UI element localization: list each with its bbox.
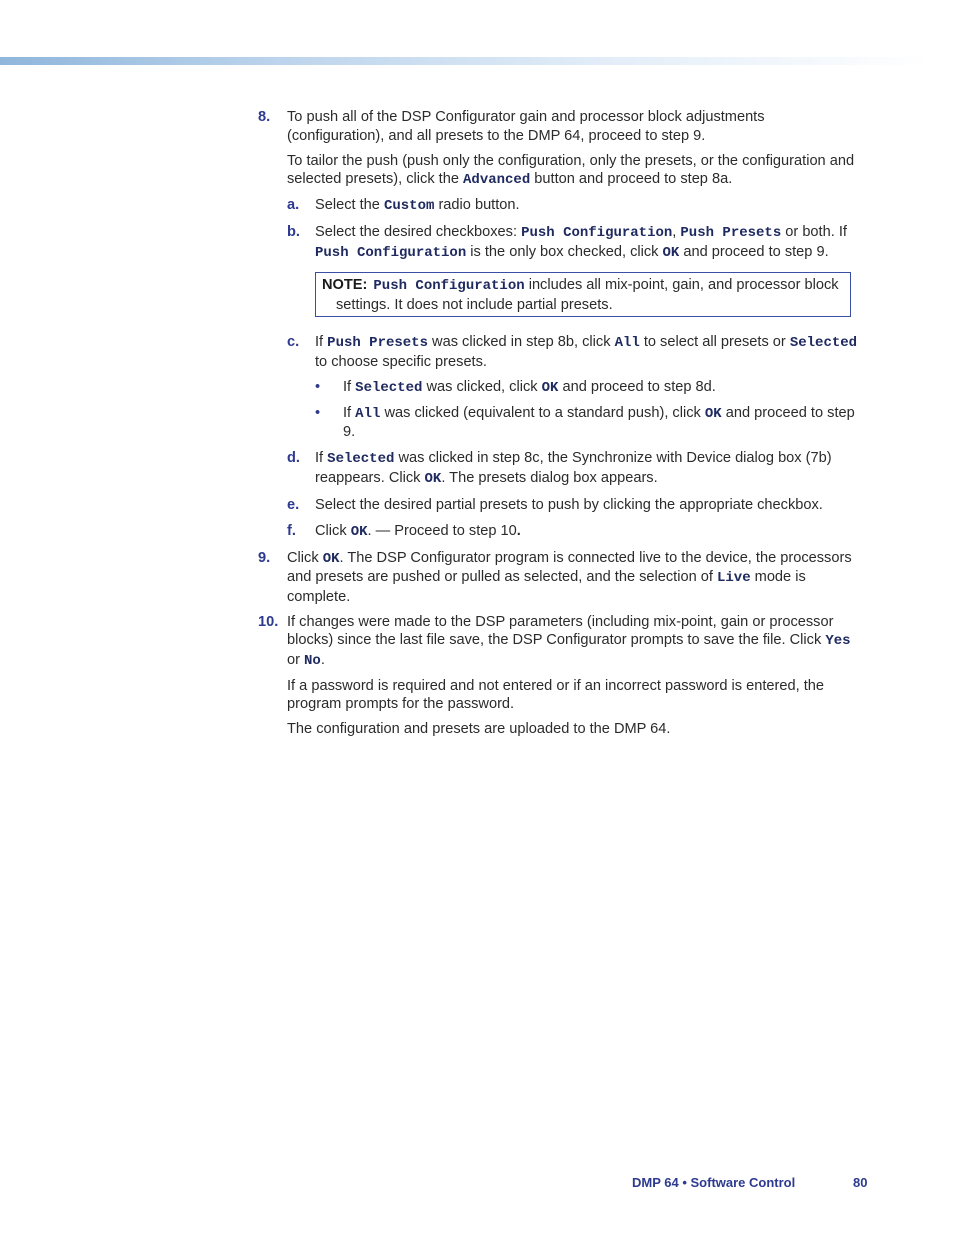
footer-title: DMP 64 • Software Control [632,1175,796,1190]
inline-code: Advanced [463,172,531,188]
bullet-list [315,378,858,442]
step-paragraph: The configuration and presets are uploaded to the DMP 64. [287,721,671,737]
inline-code: OK [322,550,340,567]
inline-code: Selected [327,451,395,467]
inline-code: All [355,405,381,422]
inline-code: Push Presets [680,225,782,241]
inline-code: Yes [825,633,851,649]
inline-code: Push Presets [327,335,428,351]
step-paragraph: If a password is required and not entered or if an incorrect password is entered, the program prompts for the password. [287,677,825,712]
inline-code: All [614,335,640,351]
sub-step: f. Click OK. — Proceed to step 10. [287,522,521,540]
page-number: 80 [853,1175,868,1190]
note-box [315,272,851,317]
bold-text: . [516,522,521,539]
inline-code: Push Configuration [373,278,525,294]
step-paragraph: To push all of the DSP Configurator gain and processor block adjustments (configuration), and all presets to the DMP 64, proceed to step 9. [287,109,765,144]
sub-step-letter: f. [287,522,296,539]
sub-step: c. If Push Presets was clicked in step 8b, click All to select all presets or Selected to choose specific presets. • If Selected was clicked, click OK and proceed to step 8d. • If All was clicked (equivalent to a standard push), click OK and proceed to step 9. [287,334,858,440]
instructions-content [258,108,858,745]
inline-code: Selected [355,379,423,396]
bullet-icon: • [315,404,321,421]
inline-code: Custom [383,198,435,214]
sub-step-letter: b. [287,224,300,240]
step-item [258,613,858,739]
inline-code: Selected [789,335,858,351]
sub-step-letter: d. [287,450,300,466]
bullet-icon: • [315,378,321,395]
step-paragraph: To tailor the push (push only the configuration, only the presets, or the configuration and selected presets), click the Advanced button and proceed to step 8a. [287,152,855,188]
bullet-item: • If All was clicked (equivalent to a standard push), click OK and proceed to step 9. [315,404,855,440]
inline-code: Push Configuration [315,244,467,261]
sub-step-letter: a. [287,197,300,213]
sub-step: b. Select the desired checkboxes: Push Configuration, Push Presets or both. If Push Configuration is the only box checked, click OK and proceed to step 9. NOTE: Push Configuration includes all mix-point, gain, and processor block settings. It does not include partial presets. [287,223,858,317]
step-paragraph: If changes were made to the DSP parameters (including mix-point, gain or processor blocks) since the last file save, the DSP Configurator prompts to save the file. Click Yes or No. [287,613,851,669]
inline-code: OK [424,470,442,487]
inline-code: OK [662,244,680,261]
note-text: NOTE: Push Configuration includes all mix-point, gain, and processor block settings. It does not include partial presets. [322,277,839,313]
inline-code: Push Configuration [521,225,673,241]
sub-step: d. If Selected was clicked in step 8c, the Synchronize with Device dialog box (7b) reappears. Click OK. The presets dialog box appears. [287,450,832,487]
sub-step-letter: c. [287,334,300,350]
inline-code: OK [704,405,722,422]
step-number: 9. [258,549,271,566]
sub-step-letter: e. [287,496,300,513]
inline-code: Live [717,570,751,586]
step-item [258,108,858,541]
step-paragraph: Click OK. The DSP Configurator program is connected live to the device, the processors and presets are pushed or pulled as selected, and the selection of Live mode is complete. [287,549,852,605]
step-number: 10. [258,613,279,630]
step-number: 8. [258,109,271,125]
sub-step: a. Select the Custom radio button. [287,197,520,214]
bullet-item: • If Selected was clicked, click OK and proceed to step 8d. [315,378,716,396]
step-item [258,549,858,607]
inline-code: OK [350,523,368,540]
note-label: NOTE: [322,277,368,293]
sub-step: e. Select the desired partial presets to push by clicking the appropriate checkbox. [287,496,823,513]
inline-code: OK [541,379,559,396]
inline-code: No [304,652,321,669]
header-gradient-bar [0,57,930,65]
